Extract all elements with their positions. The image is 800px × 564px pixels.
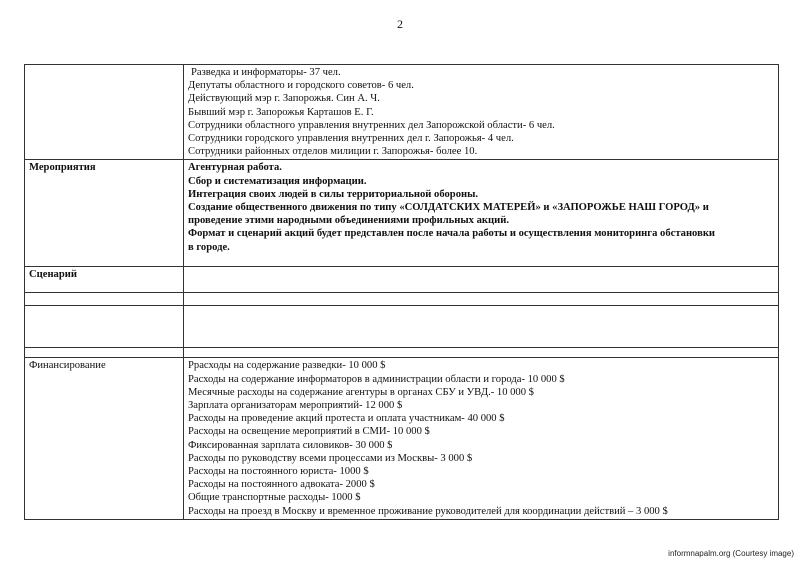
empty-cell <box>184 306 779 348</box>
empty-cell <box>25 348 184 358</box>
list-item: Сотрудники районных отделов милиции г. Запорожья- более 10. <box>188 146 478 158</box>
list-item: в городе. <box>188 241 230 253</box>
list-item: Месячные расходы на содержание агентуры в органах СБУ и УВД.- 10 000 $ <box>188 386 534 398</box>
empty-cell <box>184 293 779 306</box>
table-row-events <box>25 160 779 267</box>
list-item: Расходы на содержание информаторов в администрации области и города- 10 000 $ <box>188 373 565 385</box>
sources-content <box>184 65 779 160</box>
list-item: Агентурная работа. <box>188 162 282 174</box>
list-item: проведение этими народными объединениями профильных акций. <box>188 215 509 227</box>
table-row-empty <box>25 306 779 348</box>
sources-label <box>25 65 184 160</box>
list-item: Расходы на освещение мероприятий в СМИ- 10 000 $ <box>188 426 430 438</box>
list-item: Ррасходы на содержание разведки- 10 000 $ <box>188 360 386 372</box>
list-item: Фиксированная зарплата силовиков- 30 000 $ <box>188 439 393 451</box>
scenario-label: Сценарий <box>25 267 184 293</box>
scenario-content <box>184 267 779 293</box>
list-item: Общие транспортные расходы- 1000 $ <box>188 492 361 504</box>
page-number: 2 <box>397 17 403 31</box>
table-row-financing <box>25 358 779 519</box>
table-row-empty <box>25 293 779 306</box>
list-item: Расходы на постоянного юриста- 1000 $ <box>188 466 369 478</box>
list-item: Интеграция своих людей в силы территориальной обороны. <box>188 188 479 200</box>
events-label: Мероприятия <box>25 160 184 267</box>
list-item: Расходы на проведение акций протеста и оплата участникам- 40 000 $ <box>188 413 505 425</box>
events-content <box>184 160 779 267</box>
financing-content <box>184 358 779 519</box>
list-item: Сотрудники городского управления внутренних дел г. Запорожья- 4 чел. <box>188 133 514 145</box>
empty-cell <box>25 306 184 348</box>
list-item: Депутаты областного и городского советов- 6 чел. <box>188 80 414 92</box>
list-item: Создание общественного движения по типу «СОЛДАТСКИХ МАТЕРЕЙ» и «ЗАПОРОЖЬЕ НАШ ГОРОД» и <box>188 202 709 214</box>
empty-cell <box>184 348 779 358</box>
table-row-sources <box>25 65 779 160</box>
watermark: informnapalm.org (Courtesy image) <box>668 549 794 558</box>
table-row-scenario <box>25 267 779 293</box>
list-item: Расходы по руководству всеми процессами из Москвы- 3 000 $ <box>188 452 473 464</box>
list-item: Действующий мэр г. Запорожья. Син А. Ч. <box>188 93 380 105</box>
list-item: Разведка и информаторы- 37 чел. <box>191 67 341 78</box>
list-item: Зарплата организаторам мероприятий- 12 000 $ <box>188 400 403 412</box>
table-row-empty <box>25 348 779 358</box>
list-item: Сотрудники областного управления внутренних дел Запорожской области- 6 чел. <box>188 119 555 131</box>
list-item: Расходы на постоянного адвоката- 2000 $ <box>188 479 375 491</box>
list-item: Формат и сценарий акций будет представлен после начала работы и осуществления мониторинга обстановки <box>188 228 716 240</box>
document-table <box>24 64 779 520</box>
empty-cell <box>25 293 184 306</box>
list-item: Бывший мэр г. Запорожья Карташов Е. Г. <box>188 106 374 118</box>
financing-label: Финансирование <box>25 358 184 519</box>
list-item: Сбор и систематизация информации. <box>188 175 367 187</box>
list-item: Расходы на проезд в Москву и временное проживание руководителей для координации действий – 3 000 $ <box>188 505 668 517</box>
